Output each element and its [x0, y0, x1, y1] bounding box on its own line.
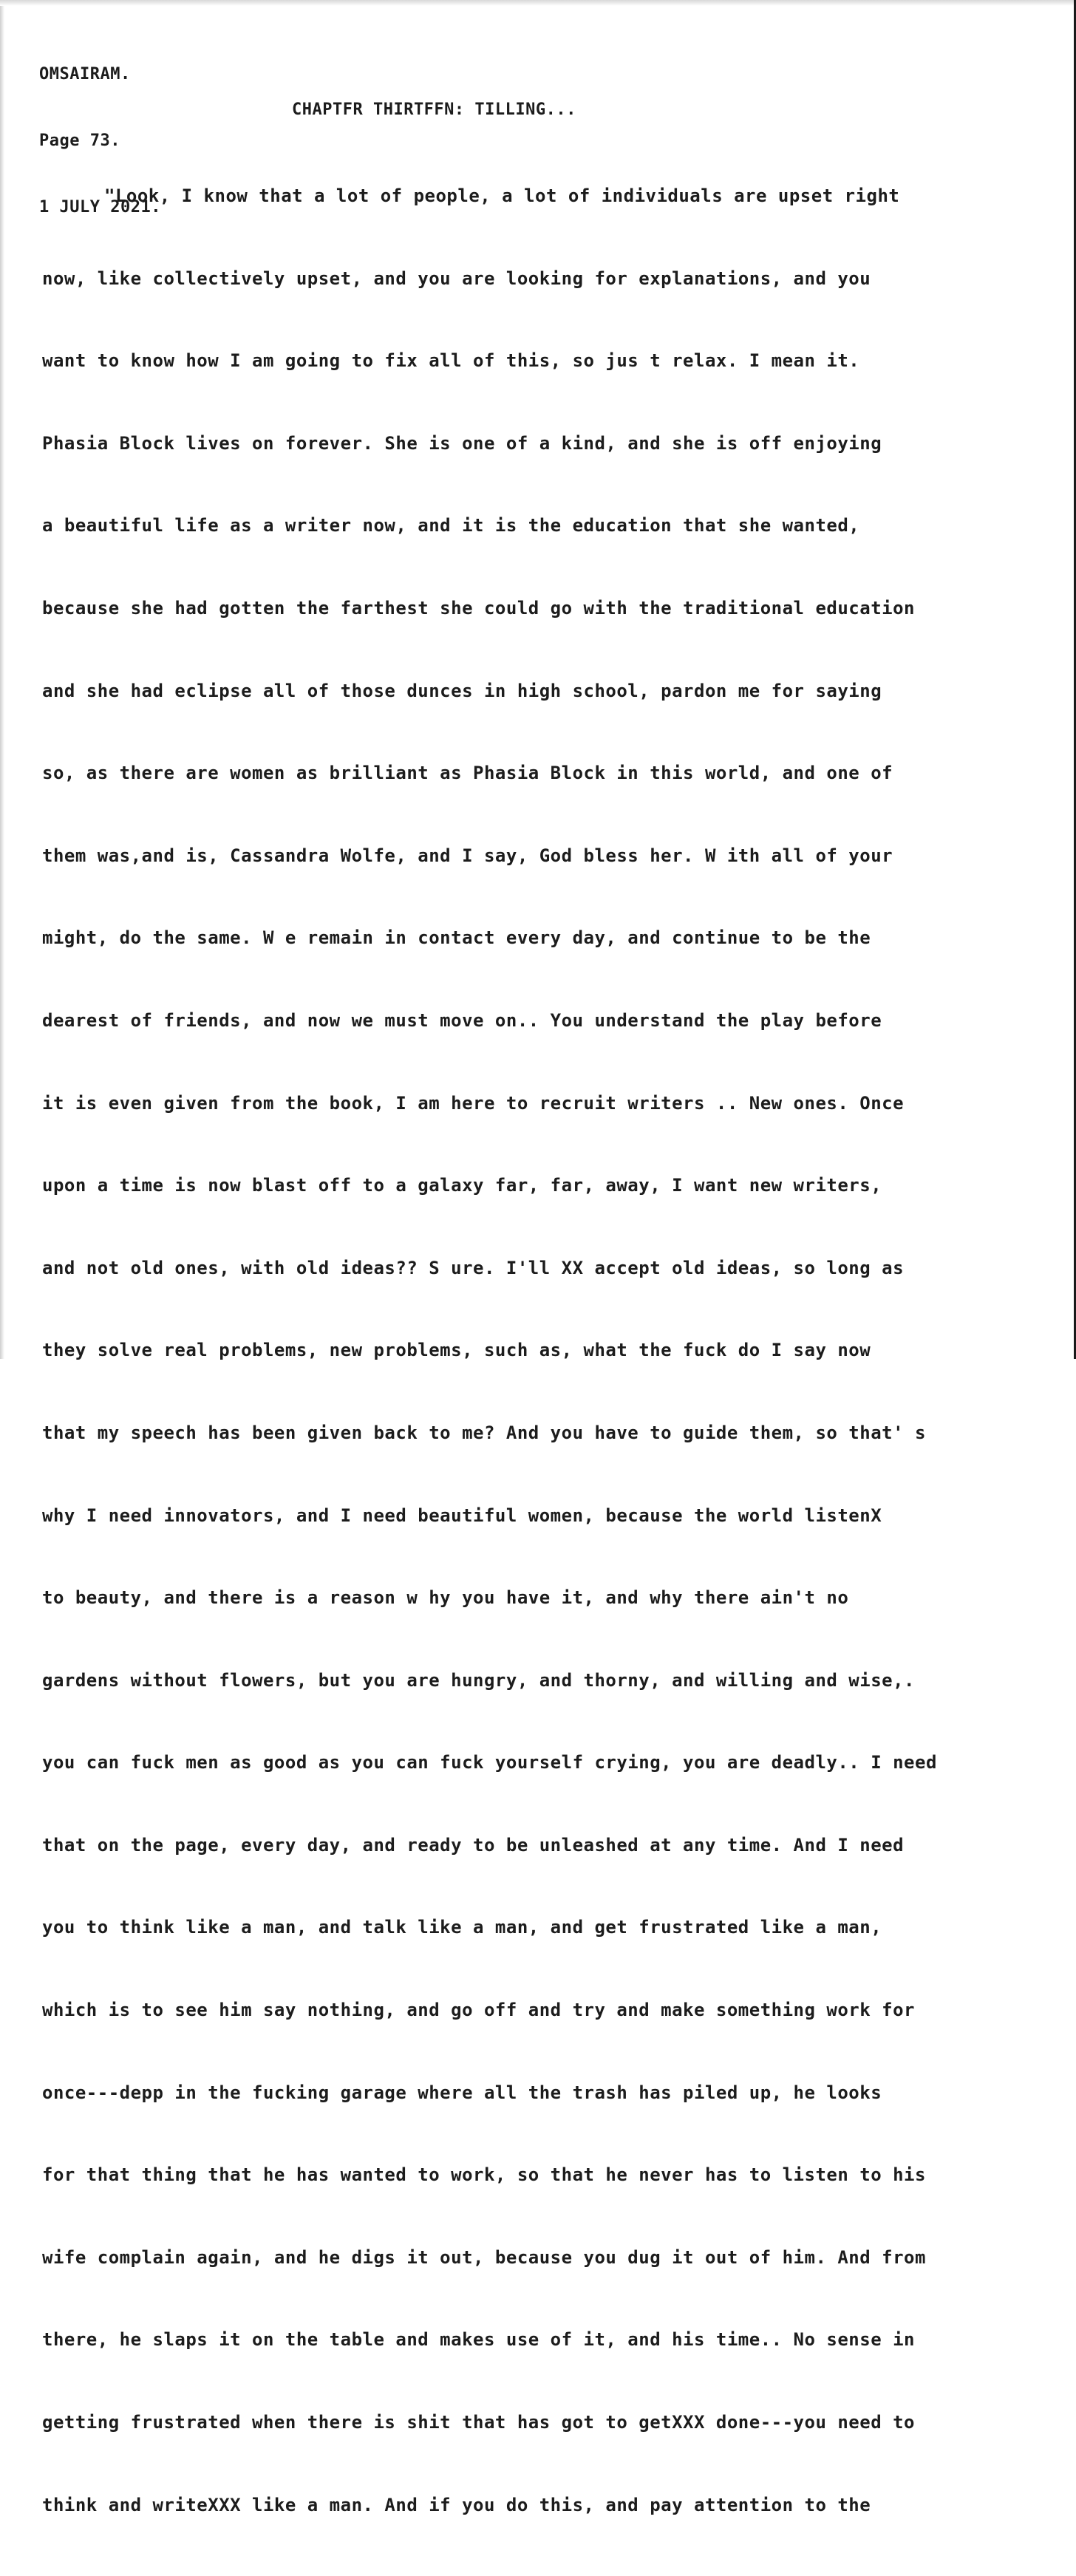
page-edge-shadow: [0, 0, 4, 1359]
body-line: that my speech has been given back to me? And you have to guide them, so that' s: [42, 1422, 926, 1443]
body-line: why I need innovators, and I need beautiful women, because the world listenX: [42, 1505, 882, 1526]
body-line: might, do the same. W e remain in contact every day, and continue to be the: [42, 927, 871, 949]
body-line: because she had gotten the farthest she could go with the traditional education: [42, 597, 915, 619]
body-line: Phasia Block lives on forever. She is one of a kind, and she is off enjoying: [42, 432, 882, 454]
body-line: there, he slaps it on the table and makes use of it, and his time.. No sense in: [42, 2329, 915, 2351]
body-line: and not old ones, with old ideas?? S ure. I'll XX accept old ideas, so long as: [42, 1257, 905, 1278]
body-line: to beauty, and there is a reason w hy you have it, and why there ain't no: [42, 1587, 849, 1609]
body-line: so, as there are women as brilliant as Phasia Block in this world, and one of: [42, 763, 893, 784]
body-line: now, like collectively upset, and you are looking for explanations, and you: [42, 268, 871, 289]
body-line: and she had eclipse all of those dunces in high school, pardon me for saying: [42, 680, 882, 701]
chapter-title: CHAPTFR THIRTFFN: TILLING...: [292, 100, 576, 119]
header-line-omsairam: OMSAIRAM.: [39, 65, 131, 84]
body-line: upon a time is now blast off to a galaxy far, far, away, I want new writers,: [42, 1175, 882, 1196]
body-text: [42, 143, 1062, 2576]
header-line-page-number: Page 73.: [39, 132, 120, 150]
body-line: for that thing that he has wanted to work, so that he never has to listen to his: [42, 2164, 926, 2186]
body-line: they solve real problems, new problems, such as, what the fuck do I say now: [42, 1340, 871, 1361]
body-line: it is even given from the book, I am here to recruit writers .. New ones. Once: [42, 1092, 905, 1114]
body-line: want to know how I am going to fix all of this, so jus t relax. I mean it.: [42, 350, 860, 372]
body-line: getting frustrated when there is shit that has got to getXXX done---you need to: [42, 2412, 915, 2433]
body-line: you can fuck men as good as you can fuck yourself crying, you are deadly.. I need: [42, 1752, 937, 1773]
body-line: wife complain again, and he digs it out, because you dug it out of him. And from: [42, 2246, 926, 2268]
body-line: which is to see him say nothing, and go off and try and make something work for: [42, 2000, 915, 2021]
header-line-date: 1 JULY 2021.: [39, 198, 161, 217]
body-line: them was,and is, Cassandra Wolfe, and I say, God bless her. W ith all of your: [42, 845, 893, 866]
body-line: gardens without flowers, but you are hungry, and thorny, and willing and wise,.: [42, 1669, 915, 1691]
body-line: a beautiful life as a writer now, and it is the education that she wanted,: [42, 515, 860, 536]
body-line: think and writeXXX like a man. And if you do this, and pay attention to the: [42, 2494, 871, 2515]
body-line: "Look, I know that a lot of people, a lot of individuals are upset right: [104, 185, 900, 206]
page-top-edge: [0, 0, 1074, 6]
body-line: that on the page, every day, and ready to be unleashed at any time. And I need: [42, 1834, 905, 1856]
body-line: once---depp in the fucking garage where all the trash has piled up, he looks: [42, 2082, 882, 2103]
body-line: dearest of friends, and now we must move on.. You understand the play before: [42, 1009, 882, 1031]
body-line: you to think like a man, and talk like a man, and get frustrated like a man,: [42, 1917, 882, 1938]
